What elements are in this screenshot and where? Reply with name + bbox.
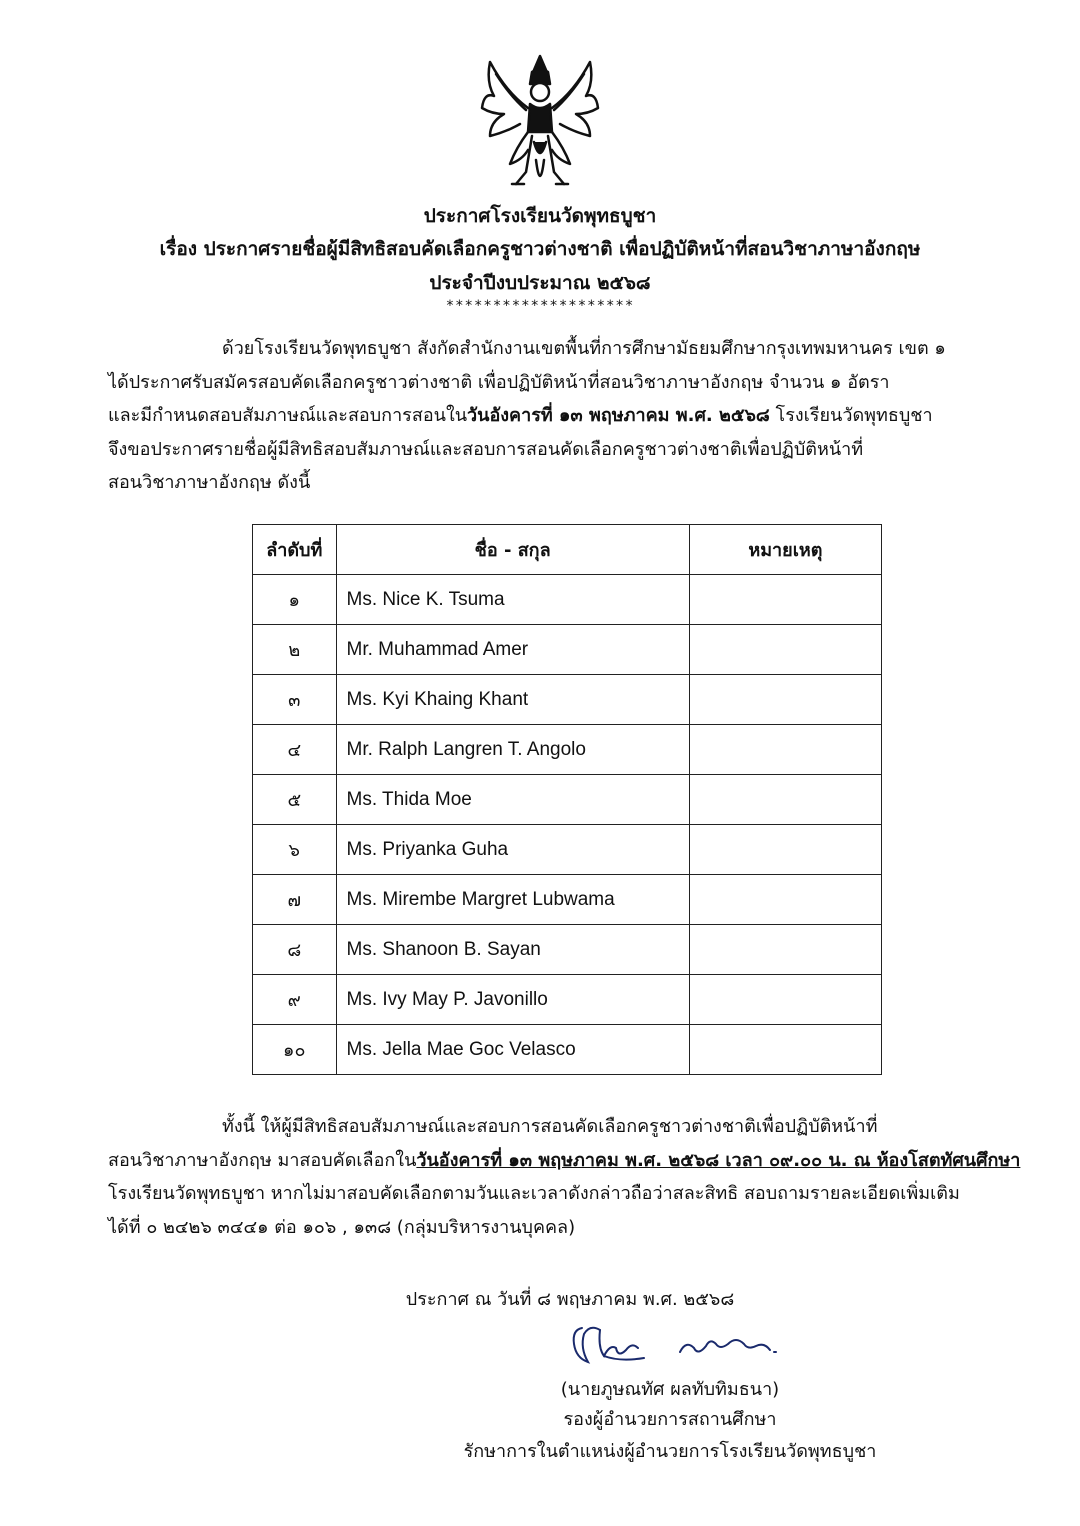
closing-line-2 [108, 1144, 1021, 1178]
row-note [689, 725, 881, 775]
candidate-name: Ms. Shanoon B. Sayan [336, 925, 689, 975]
table-row [253, 925, 882, 975]
table-body [253, 575, 882, 1075]
row-note [689, 925, 881, 975]
intro-line-1: ด้วยโรงเรียนวัดพุทธบูชา สังกัดสำนักงานเขตพื้นที่การศึกษามัธยมศึกษากรุงเทพมหานคร เขต ๑ [222, 338, 946, 359]
candidate-name: Ms. Kyi Khaing Khant [336, 675, 689, 725]
closing-line-4: ได้ที่ ๐ ๒๔๒๖ ๓๔๔๑ ต่อ ๑๐๖ , ๑๓๘ (กลุ่มบริหารงานบุคคล) [108, 1216, 576, 1238]
intro-line-5: สอนวิชาภาษาอังกฤษ ดังนี้ [108, 472, 311, 493]
col-header-no: ลำดับที่ [253, 525, 337, 575]
intro-paragraph [108, 332, 988, 500]
row-number: ๒ [253, 625, 337, 675]
table-row [253, 775, 882, 825]
row-number: ๑๐ [253, 1025, 337, 1075]
announcement-title: ประกาศโรงเรียนวัดพุทธบูชา [423, 205, 657, 227]
row-note [689, 825, 881, 875]
row-number: ๕ [253, 775, 337, 825]
garuda-emblem-icon [476, 52, 604, 194]
row-number: ๘ [253, 925, 337, 975]
row-note [689, 625, 881, 675]
row-number: ๑ [253, 575, 337, 625]
candidate-name: Ms. Mirembe Margret Lubwama [336, 875, 689, 925]
table-row [253, 875, 882, 925]
row-number: ๗ [253, 875, 337, 925]
candidate-name: Ms. Priyanka Guha [336, 825, 689, 875]
star-divider: ******************** [445, 298, 635, 314]
col-header-name: ชื่อ - สกุล [336, 525, 689, 575]
intro-line-3a: และมีกำหนดสอบสัมภาษณ์และสอบการสอนใน [108, 405, 468, 426]
table-row [253, 975, 882, 1025]
table-row [253, 725, 882, 775]
row-number: ๔ [253, 725, 337, 775]
table-row [253, 625, 882, 675]
table-row [253, 675, 882, 725]
table-row [253, 575, 882, 625]
announcement-date: ประกาศ ณ วันที่ ๘ พฤษภาคม พ.ศ. ๒๕๖๘ [405, 1289, 735, 1310]
intro-line-3c: โรงเรียนวัดพุทธบูชา [769, 405, 933, 426]
intro-line-3 [108, 399, 988, 433]
table-row [253, 1025, 882, 1075]
intro-line-4: จึงขอประกาศรายชื่อผู้มีสิทธิสอบสัมภาษณ์และสอบการสอนคัดเลือกครูชาวต่างชาติเพื่อปฏิบัติหน้าที่ [108, 438, 864, 460]
fiscal-year: ประจำปีงบประมาณ ๒๕๖๘ [429, 272, 651, 294]
handwritten-signature [560, 1318, 790, 1372]
candidate-name: Mr. Ralph Langren T. Angolo [336, 725, 689, 775]
candidate-name: Mr. Muhammad Amer [336, 625, 689, 675]
signer-position: รองผู้อำนวยการสถานศึกษา [563, 1409, 777, 1430]
closing-paragraph [108, 1110, 1021, 1244]
row-number: ๖ [253, 825, 337, 875]
row-note [689, 1025, 881, 1075]
candidate-name: Ms. Nice K. Tsuma [336, 575, 689, 625]
row-number: ๙ [253, 975, 337, 1025]
table-header-row [253, 525, 882, 575]
closing-line-2a: สอนวิชาภาษาอังกฤษ มาสอบคัดเลือกใน [108, 1149, 417, 1171]
row-note [689, 575, 881, 625]
row-number: ๓ [253, 675, 337, 725]
row-note [689, 875, 881, 925]
exam-date-underlined: วันอังคารที่ ๑๓ พฤษภาคม พ.ศ. ๒๕๖๘ เวลา ๐๙.๐๐ น. ณ ห้องโสตทัศนศึกษา [416, 1149, 1021, 1171]
signer-acting-position: รักษาการในตำแหน่งผู้อำนวยการโรงเรียนวัดพุทธบูชา [463, 1441, 877, 1462]
row-note [689, 775, 881, 825]
intro-line-2: ได้ประกาศรับสมัครสอบคัดเลือกครูชาวต่างชาติ เพื่อปฏิบัติหน้าที่สอนวิชาภาษาอังกฤษ จำนวน ๑ อัตรา [108, 371, 890, 393]
candidate-table [252, 524, 882, 1075]
exam-date-bold: วันอังคารที่ ๑๓ พฤษภาคม พ.ศ. ๒๕๖๘ [467, 405, 770, 426]
col-header-note: หมายเหตุ [689, 525, 881, 575]
candidate-name: Ms. Ivy May P. Javonillo [336, 975, 689, 1025]
row-note [689, 675, 881, 725]
table-row [253, 825, 882, 875]
closing-line-1: ทั้งนี้ ให้ผู้มีสิทธิสอบสัมภาษณ์และสอบการสอนคัดเลือกครูชาวต่างชาติเพื่อปฏิบัติหน้าที่ [222, 1116, 878, 1137]
row-note [689, 975, 881, 1025]
announcement-subject: เรื่อง ประกาศรายชื่อผู้มีสิทธิสอบคัดเลือกครูชาวต่างชาติ เพื่อปฏิบัติหน้าที่สอนวิชาภาษาอังกฤษ [159, 238, 921, 260]
candidate-name: Ms. Jella Mae Goc Velasco [336, 1025, 689, 1075]
closing-line-3: โรงเรียนวัดพุทธบูชา หากไม่มาสอบคัดเลือกตามวันและเวลาดังกล่าวถือว่าสละสิทธิ สอบถามรายละเอียดเพิ่มเติม [108, 1183, 960, 1204]
signer-name: (นายภูษณทัศ ผลทับทิมธนา) [560, 1379, 780, 1400]
candidate-name: Ms. Thida Moe [336, 775, 689, 825]
